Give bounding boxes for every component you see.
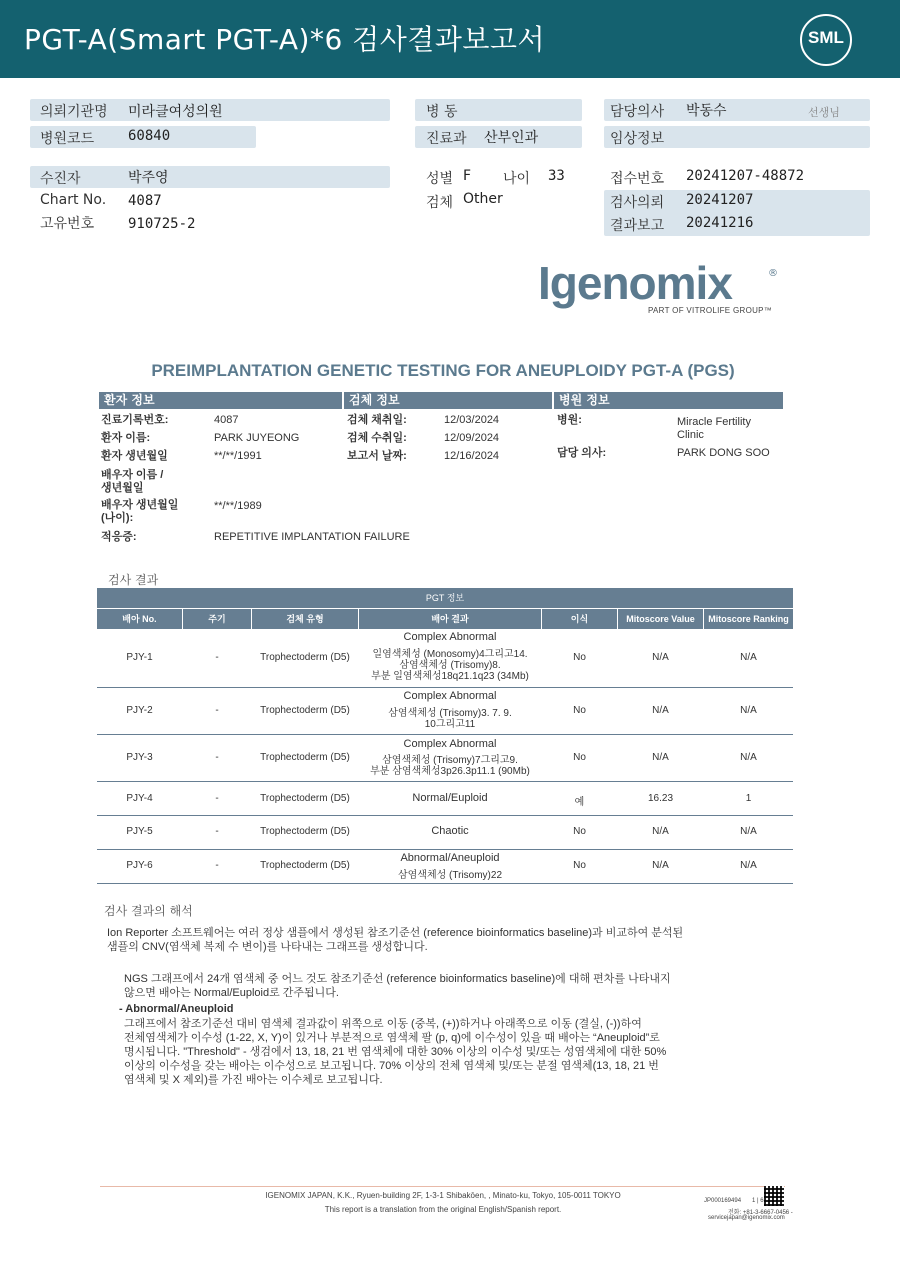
row6-main: Abnormal/Aneuploid bbox=[400, 852, 500, 864]
col-header-mitoscore-value: Mitoscore Value bbox=[618, 609, 703, 629]
interp-p2-line2: 않으면 배아는 Normal/Euploid로 간주됩니다. bbox=[124, 987, 339, 999]
patient-field bbox=[30, 166, 390, 188]
row5-transfer: No bbox=[573, 826, 586, 837]
ward-label: 병 동 bbox=[426, 104, 458, 120]
sex-value: F bbox=[463, 168, 472, 184]
row2-cycle: - bbox=[215, 705, 219, 716]
col-header-mitoscore-ranking: Mitoscore Ranking bbox=[704, 609, 793, 629]
row-divider bbox=[97, 781, 793, 782]
interpretation-heading: 검사 결과의 해석 bbox=[104, 904, 193, 918]
igenomix-logo: Igenomix bbox=[538, 257, 732, 309]
age-value: 33 bbox=[548, 168, 565, 184]
dept-value: 산부인과 bbox=[484, 130, 539, 146]
report-header-title: PGT-A(Smart PGT-A)*6 검사결과보고서 bbox=[24, 23, 546, 56]
row2-main: Complex Abnormal bbox=[403, 690, 497, 702]
request-value: 20241207 bbox=[686, 192, 754, 208]
receipt-value: 20241207-48872 bbox=[686, 168, 805, 184]
row1-id: PJY-1 bbox=[126, 652, 153, 663]
table-title: PGT 정보 bbox=[97, 588, 793, 608]
col-header-cycle: 주기 bbox=[183, 609, 251, 629]
name-value: PARK JUYEONG bbox=[214, 432, 300, 444]
footer-note: This report is a translation from the original English/Spanish report. bbox=[324, 1205, 562, 1214]
sml-logo-text: SML bbox=[808, 28, 844, 47]
physician-label: 담당 의사: bbox=[557, 447, 607, 459]
row3-main: Complex Abnormal bbox=[403, 738, 497, 750]
row2-value: N/A bbox=[652, 705, 669, 716]
row1-detail: 일염색체성 (Monosomy)4그리고14. 삼염색체성 (Trisomy)8. 부분 일염색체성18q21.1q23 (34Mb) bbox=[371, 649, 529, 682]
row5-rank: N/A bbox=[740, 826, 757, 837]
interp-p3-line1: 그래프에서 참조기준선 대비 염색체 결과값이 위쪽으로 이동 (중복, (+))하거나 아래쪽으로 이동 (결실, (-))하여 bbox=[124, 1018, 642, 1030]
row5-id: PJY-5 bbox=[126, 826, 153, 837]
interp-p3-line4: 이상의 이수성을 갖는 배아는 이수성으로 보고됩니다. 70% 이상의 전체 염색체 및/또는 분절 염색체(13, 18, 21 번 bbox=[124, 1060, 659, 1072]
request-label: 검사의뢰 bbox=[610, 195, 665, 211]
row4-id: PJY-4 bbox=[126, 793, 153, 804]
row6-type: Trophectoderm (D5) bbox=[260, 860, 350, 871]
physician-value: PARK DONG SOO bbox=[677, 447, 770, 459]
section-hospital-info: 병원 정보 bbox=[554, 392, 783, 409]
row6-transfer: No bbox=[573, 860, 586, 871]
receive-label: 검체 수취일: bbox=[347, 432, 407, 444]
clinical-label: 임상정보 bbox=[610, 131, 665, 147]
specimen-value: Other bbox=[463, 191, 503, 207]
row6-rank: N/A bbox=[740, 860, 757, 871]
dob-value: **/**/1991 bbox=[214, 450, 262, 462]
institution-value: 미라클여성의원 bbox=[128, 104, 223, 120]
indication-label: 적응증: bbox=[101, 531, 137, 543]
doctor-label: 담당의사 bbox=[610, 104, 665, 120]
age-label: 나이 bbox=[503, 171, 531, 187]
igenomix-subtitle: PART OF VITROLIFE GROUP™ bbox=[648, 306, 773, 315]
report-date-label: 보고서 날짜: bbox=[347, 450, 407, 462]
interp-p3-line2: 전체염색체가 이수성 (1-22, X, Y)이 있거나 부분적으로 염색체 팔 (p, q)에 이수성이 있을 때 배아는 “Aneuploid”로 bbox=[124, 1032, 660, 1044]
row3-transfer: No bbox=[573, 752, 586, 763]
row6-cycle: - bbox=[215, 860, 219, 871]
row2-rank: N/A bbox=[740, 705, 757, 716]
hospital-label: 병원: bbox=[557, 414, 582, 426]
report-date-value: 12/16/2024 bbox=[444, 450, 500, 462]
dob-label: 환자 생년월일 bbox=[101, 450, 168, 462]
footer-address: IGENOMIX JAPAN, K.K., Ryuen-building 2F, 1-3-1 Shibakōen, , Minato-ku, Tokyo, 105-0011 TOKYO bbox=[265, 1191, 621, 1200]
spouse-dob-value: **/**/1989 bbox=[214, 500, 262, 512]
row1-transfer: No bbox=[573, 652, 586, 663]
unique-label: 고유번호 bbox=[40, 216, 95, 232]
hospital-value: Miracle Fertility Clinic bbox=[677, 416, 751, 441]
footer-phone: 전화: +81-3-6667-0456 - bbox=[728, 1210, 793, 1216]
col-header-embryo: 배아 No. bbox=[97, 609, 182, 629]
row-divider bbox=[97, 883, 793, 884]
row3-cycle: - bbox=[215, 752, 219, 763]
row3-value: N/A bbox=[652, 752, 669, 763]
row-divider bbox=[97, 849, 793, 850]
chart-value: 4087 bbox=[128, 193, 162, 209]
row1-rank: N/A bbox=[740, 652, 757, 663]
doctor-value: 박동수 bbox=[686, 103, 727, 119]
row1-main: Complex Abnormal bbox=[403, 631, 497, 643]
row4-rank: 1 bbox=[745, 793, 752, 804]
igenomix-registered-mark: ® bbox=[768, 268, 778, 279]
section-specimen-info: 검체 정보 bbox=[344, 392, 552, 409]
row1-type: Trophectoderm (D5) bbox=[260, 652, 350, 663]
results-heading: 검사 결과 bbox=[108, 573, 159, 587]
row-divider bbox=[97, 815, 793, 816]
spouse-dob-label: 배우자 생년월일 (나이): bbox=[101, 499, 179, 524]
row4-type: Trophectoderm (D5) bbox=[260, 793, 350, 804]
row3-type: Trophectoderm (D5) bbox=[260, 752, 350, 763]
row3-rank: N/A bbox=[740, 752, 757, 763]
row2-detail: 삼염색체성 (Trisomy)3. 7. 9. 10그리고11 bbox=[388, 708, 512, 730]
interp-p3-line3: 명시됩니다. "Threshold" - 생검에서 13, 18, 21 번 염색체에 대한 30% 이상의 이수성 및/또는 성염색체에 대한 50% bbox=[124, 1046, 667, 1058]
col-header-result: 배아 결과 bbox=[359, 609, 541, 629]
row4-cycle: - bbox=[215, 793, 219, 804]
mrn-value: 4087 bbox=[214, 414, 239, 426]
doctor-suffix: 선생님 bbox=[808, 106, 840, 119]
row5-main: Chaotic bbox=[431, 825, 469, 837]
interp-p3-line5: 염색체 및 X 제외)를 가진 배아는 이수체로 보고됩니다. bbox=[124, 1074, 383, 1086]
interp-p1-line1: Ion Reporter 소프트웨어는 여러 정상 샘플에서 생성된 참조기준선 (reference bioinformatics baseline)과 비교하여 분석된 bbox=[107, 927, 684, 939]
row6-value: N/A bbox=[652, 860, 669, 871]
interp-p2-line1: NGS 그래프에서 24개 염색체 중 어느 것도 참조기준선 (reference bioinformatics baseline)에 대해 편차를 나타내지 bbox=[124, 973, 671, 985]
footer-email: servicejapan@igenomix.com bbox=[708, 1215, 785, 1221]
unique-value: 910725-2 bbox=[128, 216, 196, 232]
row3-detail: 삼염색체성 (Trisomy)7그리고9. 부분 삼염색체성3p26.3p11.1 (90Mb) bbox=[370, 755, 530, 777]
interp-bullet: - Abnormal/Aneuploid bbox=[119, 1003, 234, 1015]
row-divider bbox=[97, 734, 793, 735]
row6-id: PJY-6 bbox=[126, 860, 153, 871]
row-divider bbox=[97, 687, 793, 688]
chart-label: Chart No. bbox=[40, 192, 107, 208]
row2-transfer: No bbox=[573, 705, 586, 716]
footer-divider bbox=[100, 1186, 785, 1187]
footer-doc-no: JP000169494 bbox=[704, 1198, 742, 1204]
footer-page: 1 | 6 bbox=[752, 1198, 764, 1204]
col-header-type: 검체 유형 bbox=[252, 609, 358, 629]
name-label: 환자 이름: bbox=[101, 432, 151, 444]
hospital-code-label: 병원코드 bbox=[40, 131, 95, 147]
row2-id: PJY-2 bbox=[126, 705, 153, 716]
receipt-label: 접수번호 bbox=[610, 171, 665, 187]
report-title: PREIMPLANTATION GENETIC TESTING FOR ANEUPLOIDY PGT-A (PGS) bbox=[151, 361, 735, 380]
section-patient-info: 환자 정보 bbox=[99, 392, 342, 409]
collect-value: 12/03/2024 bbox=[444, 414, 500, 426]
spouse-name-label: 배우자 이름 / 생년월일 bbox=[101, 469, 164, 494]
report-value: 20241216 bbox=[686, 215, 754, 231]
row4-main: Normal/Euploid bbox=[412, 792, 488, 804]
indication-value: REPETITIVE IMPLANTATION FAILURE bbox=[214, 531, 410, 543]
row1-cycle: - bbox=[215, 652, 219, 663]
sex-label: 성별 bbox=[426, 171, 454, 187]
row5-type: Trophectoderm (D5) bbox=[260, 826, 350, 837]
specimen-label: 검체 bbox=[426, 195, 454, 211]
institution-label: 의뢰기관명 bbox=[40, 104, 108, 120]
row1-value: N/A bbox=[652, 652, 669, 663]
row5-cycle: - bbox=[215, 826, 219, 837]
collect-label: 검체 채취일: bbox=[347, 414, 407, 426]
report-label: 결과보고 bbox=[610, 218, 665, 234]
row3-id: PJY-3 bbox=[126, 752, 153, 763]
row5-value: N/A bbox=[652, 826, 669, 837]
row4-transfer: 예 bbox=[574, 797, 585, 808]
patient-value: 박주영 bbox=[128, 170, 169, 186]
row2-type: Trophectoderm (D5) bbox=[260, 705, 350, 716]
row6-detail: 삼염색체성 (Trisomy)22 bbox=[397, 870, 503, 881]
interp-p1-line2: 샘플의 CNV(염색체 복제 수 변이)를 나타내는 그래프를 생성합니다. bbox=[107, 941, 428, 953]
qr-code-icon bbox=[764, 1186, 784, 1206]
mrn-label: 진료기록번호: bbox=[101, 414, 169, 426]
col-header-transfer: 이식 bbox=[542, 609, 617, 629]
row4-value: 16.23 bbox=[647, 793, 674, 804]
patient-label: 수진자 bbox=[40, 171, 81, 187]
dept-label: 진료과 bbox=[426, 131, 467, 147]
receive-value: 12/09/2024 bbox=[444, 432, 500, 444]
hospital-code-value: 60840 bbox=[128, 128, 171, 144]
